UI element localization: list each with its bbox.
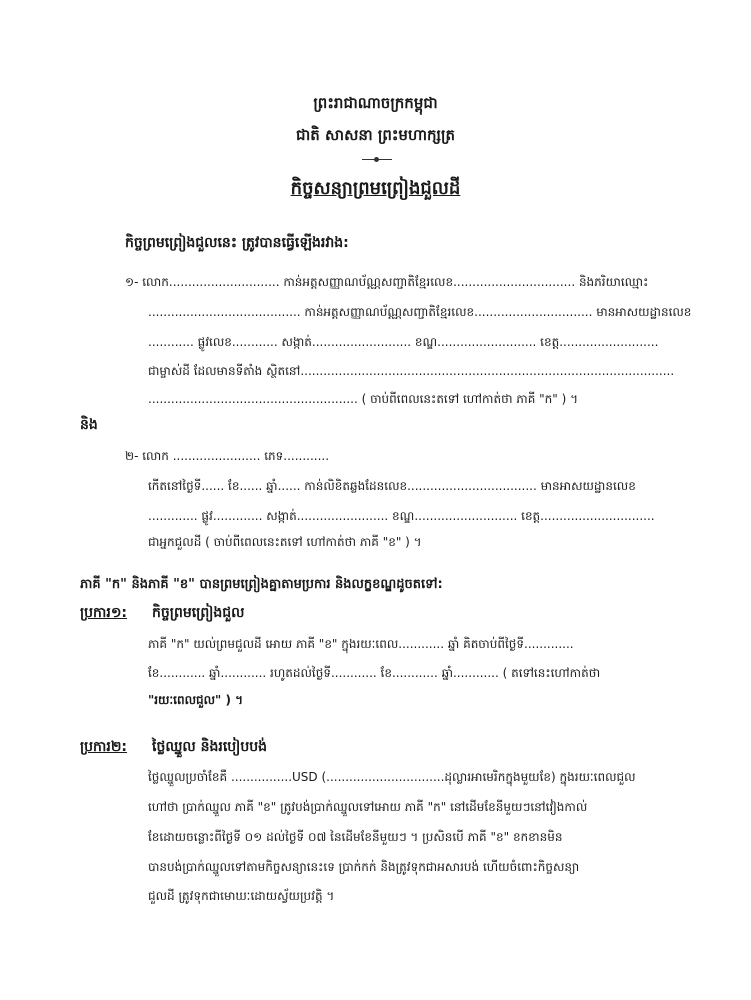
- intro-text: កិច្ចព្រមព្រៀងជួលនេះ ត្រូវបានធ្វើឡើងរវាង:: [125, 235, 349, 251]
- article1-title: កិច្ចព្រមព្រៀងជួល: [152, 605, 245, 621]
- party2-line3: ............. ផ្លូវ............. សង្កាត់........................ ខណ្ឌ........................... ខេត្ត..............................: [148, 509, 655, 523]
- article1-label: ប្រការ១:: [80, 605, 128, 621]
- document-title: កិច្ចសន្យាព្រមព្រៀងជួលដី: [290, 178, 461, 199]
- article2-line1: ថ្លៃឈ្នួលប្រចាំខែគឺ ................USD (...............................ដុល្លារអាមេរិកក្នុងមួយខែ) ក្នុងរយៈពេលជួល: [148, 770, 636, 784]
- party1-line3: ............ ផ្លូវលេខ............ សង្កាត់.......................... ខណ្ឌ.......................... ខេត្ត..........................: [148, 335, 659, 349]
- party2-line1: ២- លោក ....................... ភេទ............: [125, 449, 330, 463]
- party2-line4: ជាអ្នកជួលដី ( ចាប់ពីពេលនេះតទៅ ហៅកាត់ថា ភាគី "ខ" ) ។: [148, 535, 422, 549]
- and-label: និង: [80, 417, 98, 433]
- party1-line4: ជាម្ចាស់ដី ដែលមានទីតាំង ស្ថិតនៅ..................................................................................................: [148, 364, 675, 378]
- party1-line2: ........................................ កាន់អត្តសញ្ញាណប័ណ្ណសញ្ជាតិខ្មែរលេខ............................... មានអាសយដ្ឋានលេខ: [148, 305, 692, 319]
- party1-line5: ....................................................... ( ចាប់ពីពេលនេះតទៅ ហៅកាត់ថា ភាគី "ក" ) ។: [148, 392, 579, 406]
- article2-line4: បានបង់ប្រាក់ឈ្នួលទៅតាមកិច្ចសន្យានេះទេ ប្រាក់កក់ និងត្រូវទុកជាអសារបង់ ហើយចំពោះកិច្ចសន្យា: [148, 860, 580, 874]
- article2-line5: ជួលដី ត្រូវទុកជាមោឃៈដោយស្វ័យប្រវត្តិ ។: [148, 889, 335, 903]
- article1-line3: "រយៈពេលជួល" ) ។: [148, 693, 244, 707]
- article2-title: ថ្លៃឈ្នួល និងរបៀបបង់: [152, 739, 268, 755]
- kingdom-heading: ព្រះរាជាណាចក្រកម្ពុជា: [313, 94, 438, 112]
- motto-heading: ជាតិ សាសនា ព្រះមហាក្សត្រ: [296, 126, 455, 144]
- article2-line2: ហៅថា ប្រាក់ឈ្នួល ភាគី "ខ" ត្រូវបង់ប្រាក់ឈ្នួលទៅអោយ ភាគី "ក" នៅដើមខែនីមួយៗនៅវៀងកាល់: [148, 800, 588, 814]
- agreement-heading: ភាគី "ក" និងភាគី "ខ" បានព្រមព្រៀងគ្នាតាមប្រការ និងលក្ខខណ្ឌដូចតទៅ:: [80, 577, 443, 592]
- article2-label: ប្រការ២:: [80, 739, 128, 755]
- article1-line1: ភាគី "ក" យល់ព្រមជួលដី អោយ ភាគី "ខ" ក្នុងរយៈពេល............ ឆ្នាំ គិតចាប់ពីថ្ងៃទី.............: [148, 637, 574, 651]
- party2-line2: កើតនៅថ្ងៃទី...... ខែ...... ឆ្នាំ...... កាន់លិខិតឆ្លងដែនលេខ.................................. មានអាសយដ្ឋានលេខ: [148, 479, 636, 493]
- party1-line1: ១- លោក............................. កាន់អត្តសញ្ញាណប័ណ្ណសញ្ជាតិខ្មែរលេខ................................ និងភរិយាឈ្មោះ: [125, 275, 649, 289]
- ornament-divider: [362, 159, 392, 160]
- article1-line2: ខែ............ ឆ្នាំ............ រហូតដល់ថ្ងៃទី............ ខែ............ ឆ្នាំ............ ( តទៅនេះហៅកាត់ថា: [148, 666, 601, 680]
- article2-line3: ខែដោយចន្លោះពីថ្ងៃទី ០១ ដល់ថ្ងៃទី ០៧ នៃដើមខែនីមួយៗ ។ ប្រសិនបើ ភាគី "ខ" ខកខានមិន: [148, 830, 563, 844]
